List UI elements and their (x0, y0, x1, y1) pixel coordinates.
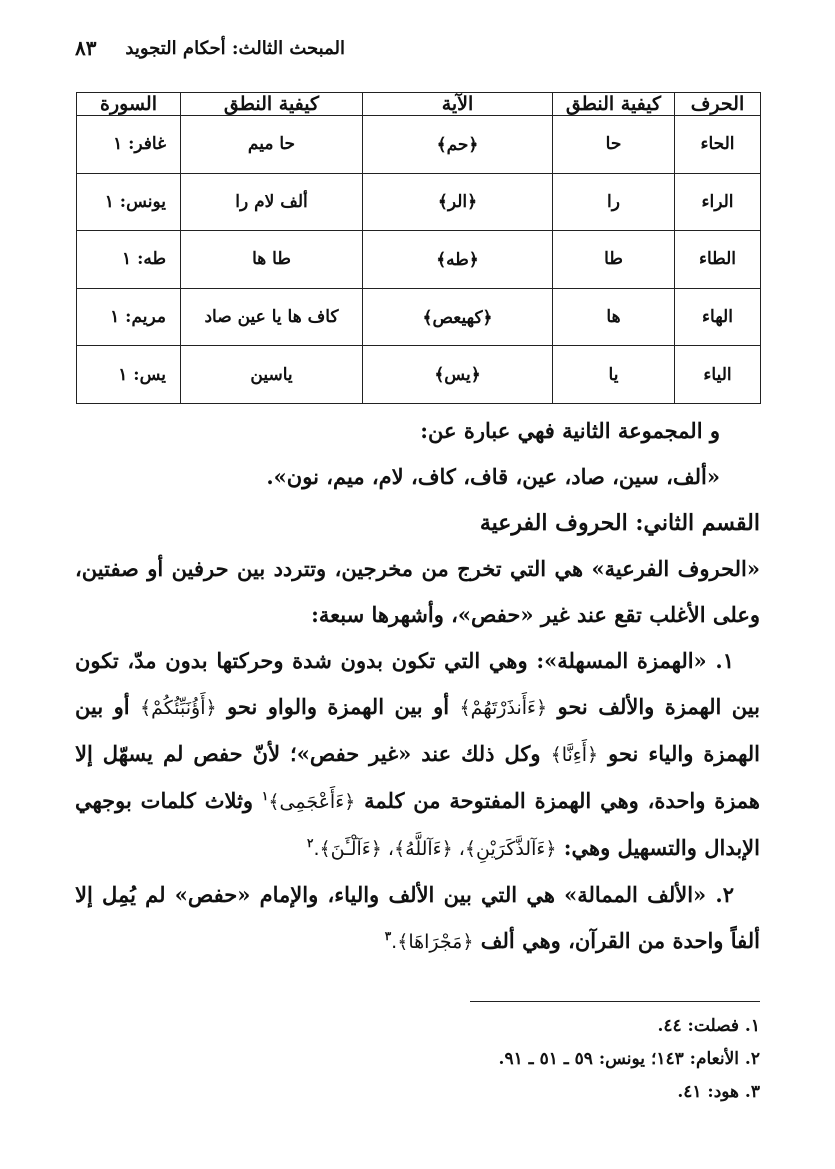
page-number: ٨٣ (75, 36, 97, 60)
definition-paragraph: «الحروف الفرعية» هي التي تخرج من مخرجين، وتتردد بين حرفين أو صفتين، وعلى الأغلب تقع عند غير «حفص»، وأشهرها سبعة: (75, 556, 760, 627)
cell-letter: الهاء (675, 288, 761, 346)
header-ayah: الآية (363, 93, 553, 116)
quran-quote: ﴿أَؤُنَبِّئُكُمْ﴾ (140, 697, 217, 719)
cell-ayah: ﴿يس﴾ (363, 346, 553, 404)
table-row (77, 116, 761, 174)
footnote-item: ١. فصلت: ٤٤. (657, 1016, 760, 1036)
item1-text-3: أو بين الهمزة والياء نحو (75, 694, 761, 766)
footnotes (75, 1010, 760, 1109)
cell-letter: الياء (675, 346, 761, 404)
cell-letter: الطاء (675, 231, 761, 289)
quran-quote: ﴿ءَأَعْجَمِى﴾ (268, 791, 356, 813)
quran-quote: ﴿ءَأَنذَرْتَهُمْ﴾ (459, 697, 548, 719)
cell-pronunciation-full: حا ميم (181, 116, 363, 174)
footnote-ref[interactable]: ٢ (307, 836, 314, 850)
letters-table (76, 92, 761, 404)
footnote-ref[interactable]: ١ (261, 789, 269, 803)
item1-text-5: وثلاث كلمات بوجهي الإبدال والتسهيل وهي: (75, 788, 760, 860)
table-row (77, 346, 761, 404)
cell-ayah: ﴿كهيعص﴾ (363, 288, 553, 346)
footnote-ref[interactable]: ٣ (384, 929, 392, 943)
footnote-item: ٢. الأنعام: ١٤٣؛ يونس: ٥٩ ـ ٥١ ـ ٩١. (498, 1049, 760, 1069)
cell-pronunciation-full: ياسين (181, 346, 363, 404)
item2-text-1: ٢. «الألف الممالة» هي التي بين الألف والياء، والإمام «حفص» لم يُمِل إلا ألفاً واحدة من القرآن، وهي ألف (75, 882, 760, 953)
cell-pronunciation: حا (553, 116, 675, 174)
item1-text-1: ١. «الهمزة المسهلة»: وهي التي تكون بدون شدة وحركتها بدون مدّ، تكون بين الهمزة والألف نحو (75, 648, 760, 719)
running-header (75, 36, 345, 60)
cell-surah: يونس: ١ (77, 173, 181, 231)
quran-quote: ﴿مَجْرَاهَا﴾. (391, 931, 474, 953)
cell-surah: مريم: ١ (77, 288, 181, 346)
cell-ayah: ﴿طه﴾ (363, 231, 553, 289)
table-header-row (77, 93, 761, 116)
chapter-title: المبحث الثالث: أحكام التجويد (125, 37, 345, 59)
cell-ayah: ﴿حم﴾ (363, 116, 553, 174)
header-pronunciation-full: كيفية النطق (181, 93, 363, 116)
footnote-item: ٣. هود: ٤١. (677, 1082, 760, 1102)
table-row (77, 173, 761, 231)
cell-letter: الراء (675, 173, 761, 231)
cell-pronunciation: يا (553, 346, 675, 404)
group2-letters: «ألف، سين، صاد، عين، قاف، كاف، لام، ميم، نون». (266, 464, 720, 489)
table-row (77, 288, 761, 346)
group2-intro: و المجموعة الثانية فهي عبارة عن: (420, 418, 720, 443)
cell-pronunciation-full: طا ها (181, 231, 363, 289)
item1-text-2: أو بين الهمزة والواو نحو (227, 694, 450, 719)
item2-paragraph (75, 872, 760, 965)
section-body (75, 546, 760, 965)
cell-pronunciation-full: كاف ها يا عين صاد (181, 288, 363, 346)
cell-pronunciation-full: ألف لام را (181, 173, 363, 231)
group2-block (75, 408, 760, 500)
cell-pronunciation: را (553, 173, 675, 231)
item1-paragraph (75, 638, 760, 872)
cell-letter: الحاء (675, 116, 761, 174)
header-letter: الحرف (675, 93, 761, 116)
header-pronunciation: كيفية النطق (553, 93, 675, 116)
cell-surah: يس: ١ (77, 346, 181, 404)
cell-pronunciation: طا (553, 231, 675, 289)
item1-text-4: وكل ذلك عند «غير حفص»؛ لأنّ حفص لم يسهّل إلا همزة واحدة، وهي الهمزة المفتوحة من كلمة (75, 741, 761, 813)
quran-quote: ﴿ءَآلذَّكَرَيْنِ﴾، ﴿ءَآللَّهُ﴾، ﴿ءَآلْـَٔنَ﴾. (313, 838, 557, 860)
header-surah: السورة (77, 93, 181, 116)
cell-pronunciation: ها (553, 288, 675, 346)
cell-surah: طه: ١ (77, 231, 181, 289)
quran-quote: ﴿أَءِنَّا﴾ (550, 744, 599, 766)
table-row (77, 231, 761, 289)
footnote-separator (470, 1001, 760, 1002)
cell-surah: غافر: ١ (77, 116, 181, 174)
section-heading: القسم الثاني: الحروف الفرعية (479, 510, 760, 536)
cell-ayah: ﴿الر﴾ (363, 173, 553, 231)
